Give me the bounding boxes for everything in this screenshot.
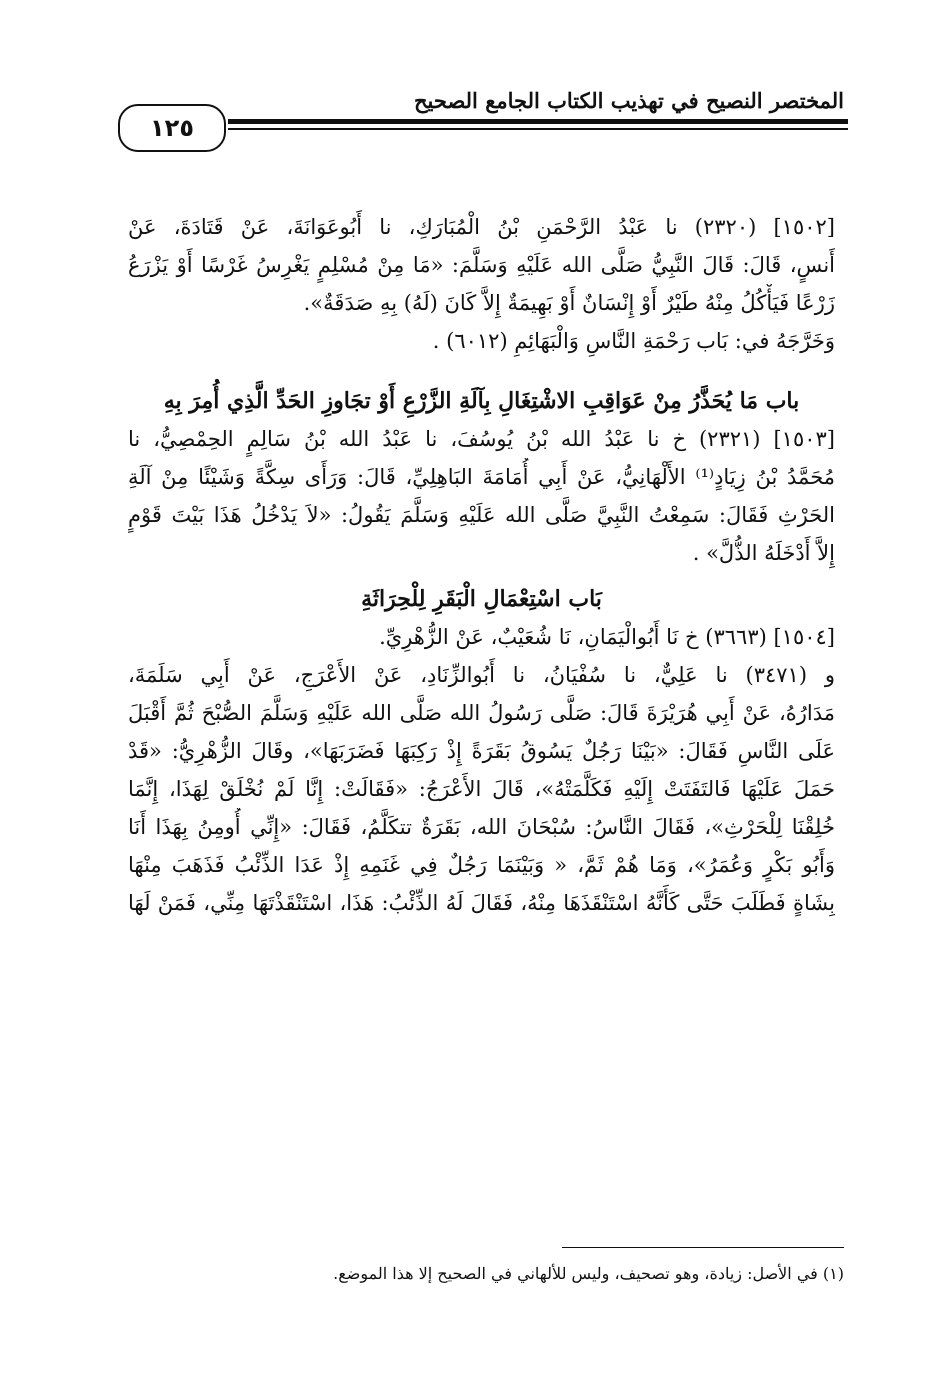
section-gap [128, 360, 835, 382]
text-line: الحَرْثِ فَقَالَ: سَمِعْتُ النَّبِيَّ صَلَّى الله عَلَيْهِ وَسَلَّمَ يَقُولُ: «لاَ يَدْخُلُ هَذَا بَيْتَ قَوْمٍ [128, 503, 835, 527]
text-line: عَلَى النَّاسِ فَقَالَ: «بَيْنَا رَجُلٌ يَسُوقُ بَقَرَةً إِذْ رَكِبَهَا فَضَرَبَهَا»، وقَالَ الزُّهْرِيُّ: «قَدْ [128, 739, 835, 763]
text-line: أَنسٍ، قَالَ: قَالَ النَّبِيُّ صَلَّى الله عَلَيْهِ وَسَلَّمَ: «مَا مِنْ مُسْلِمٍ يَغْرِسُ غَرْسًا أَوْ يَزْرَعُ [128, 253, 835, 277]
section-heading: باب مَا يُحَذَّرُ مِنْ عَوَاقِبِ الاشْتِغَالِ بِآلَةِ الزَّرْعِ أَوْ تجَاوزِ الحَدِّ الَّذِي أُمِرَ بِهِ [163, 388, 800, 414]
text-line: إِلاَّ أَدْخَلَهُ الذُّلَّ» . [692, 541, 835, 565]
section-gap [128, 572, 835, 580]
page-header [118, 82, 848, 157]
text-line: حَمَلَ عَلَيْهَا فَالتَفَتَتْ إِلَيْهِ فَكَلَّمَتْهُ»، قَالَ الأَعْرَجُ: «فَقَالَتْ: إِنَّا لَمْ نُخْلَقْ لِهَذَا، إِنَّمَا [128, 777, 835, 801]
text-line: زَرْعًا فَيَأْكُلُ مِنْهُ طَيْرٌ أَوْ إِنْسَانٌ أَوْ بَهِيمَةٌ إِلاَّ كَانَ (لَهُ) بِهِ صَدَقَةٌ». [303, 291, 835, 315]
text-line: خُلِقْنَا لِلْحَرْثِ»، فَقَالَ النَّاسُ: سُبْحَانَ الله، بَقَرَةٌ تتكَلَّمُ، فَقَالَ: «إِنِّي أُومِنُ بِهَذَا أَنَا [128, 815, 835, 839]
section-heading: بَاب اسْتِعْمَالِ الْبَقَرِ لِلْحِرَاثَةِ [361, 586, 602, 612]
footnote-rule [562, 1247, 844, 1248]
text-line: [١٥٠٢] (٢٣٢٠) نا عَبْدُ الرَّحْمَنِ بْنُ الْمُبَارَكِ، نا أَبُوعَوَانَةَ، عَنْ قَتَادَةَ، عَنْ [128, 215, 835, 239]
text-line: [١٥٠٣] (٢٣٢١) خ نا عَبْدُ الله بْنُ يُوسُفَ، نا عَبْدُ الله بْنُ سَالِمٍ الحِمْصِيُّ، نا [128, 427, 835, 451]
body-text [128, 208, 835, 922]
text-line: مَدَارُهُ، عَنْ أَبِي هُرَيْرَةَ قَالَ: صَلَّى رَسُولُ الله صَلَّى الله عَلَيْهِ وَسَلَّمَ الصُّبْحَ ثُمَّ أَقْبَلَ [128, 701, 835, 725]
footnote: (١) في الأصل: زيادة، وهو تصحيف، وليس للألهاني في الصحيح إلا هذا الموضع. [333, 1264, 844, 1283]
running-title: المختصر النصيح في تهذيب الكتاب الجامع الصحيح [414, 88, 844, 113]
text-line: وَأَبُو بَكْرٍ وَعُمَرُ»، وَمَا هُمْ ثَمَّ، « وَبَيْنَمَا رَجُلٌ فِي غَنَمِهِ إِذْ عَدَا الذِّئْبُ فَذَهَبَ مِنْهَا [128, 853, 835, 877]
text-line: و (٣٤٧١) نا عَلِيٌّ، نا سُفْيَانُ، نا أَبُوالزِّنَادِ، عَنْ الأَعْرَجِ، عَنْ أَبِي سَلَمَةَ، [128, 663, 835, 687]
header-rule-thin [228, 128, 848, 130]
text-line: وَخَرَّجَهُ في: بَاب رَحْمَةِ النَّاسِ وَالْبَهَائِمِ (٦٠١٢) . [432, 329, 835, 353]
page-number: ١٢٥ [118, 104, 226, 152]
header-rule-thick [228, 119, 848, 124]
text-line: [١٥٠٤] (٣٦٦٣) خ نَا أَبُوالْيَمَانِ، نَا شُعَيْبٌ، عَنْ الزُّهْرِيِّ. [379, 625, 835, 649]
text-line: مُحَمَّدُ بْنُ زِيَادٍ⁽¹⁾ الأَلْهَانِيُّ، عَنْ أَبِي أُمَامَةَ البَاهِلِيِّ، قَالَ: وَرَأَى سِكَّةً وَشَيْئًا مِنْ آلَةِ [128, 465, 835, 489]
text-line: بِشَاةٍ فَطَلَبَ حَتَّى كَأَنَّهُ اسْتَنْقَذَهَا مِنْهُ، فَقَالَ لَهُ الذِّئْبُ: هَذَا، اسْتَنْقَذْتَهَا مِنِّي، فَمَنْ لَهَا [128, 891, 835, 915]
